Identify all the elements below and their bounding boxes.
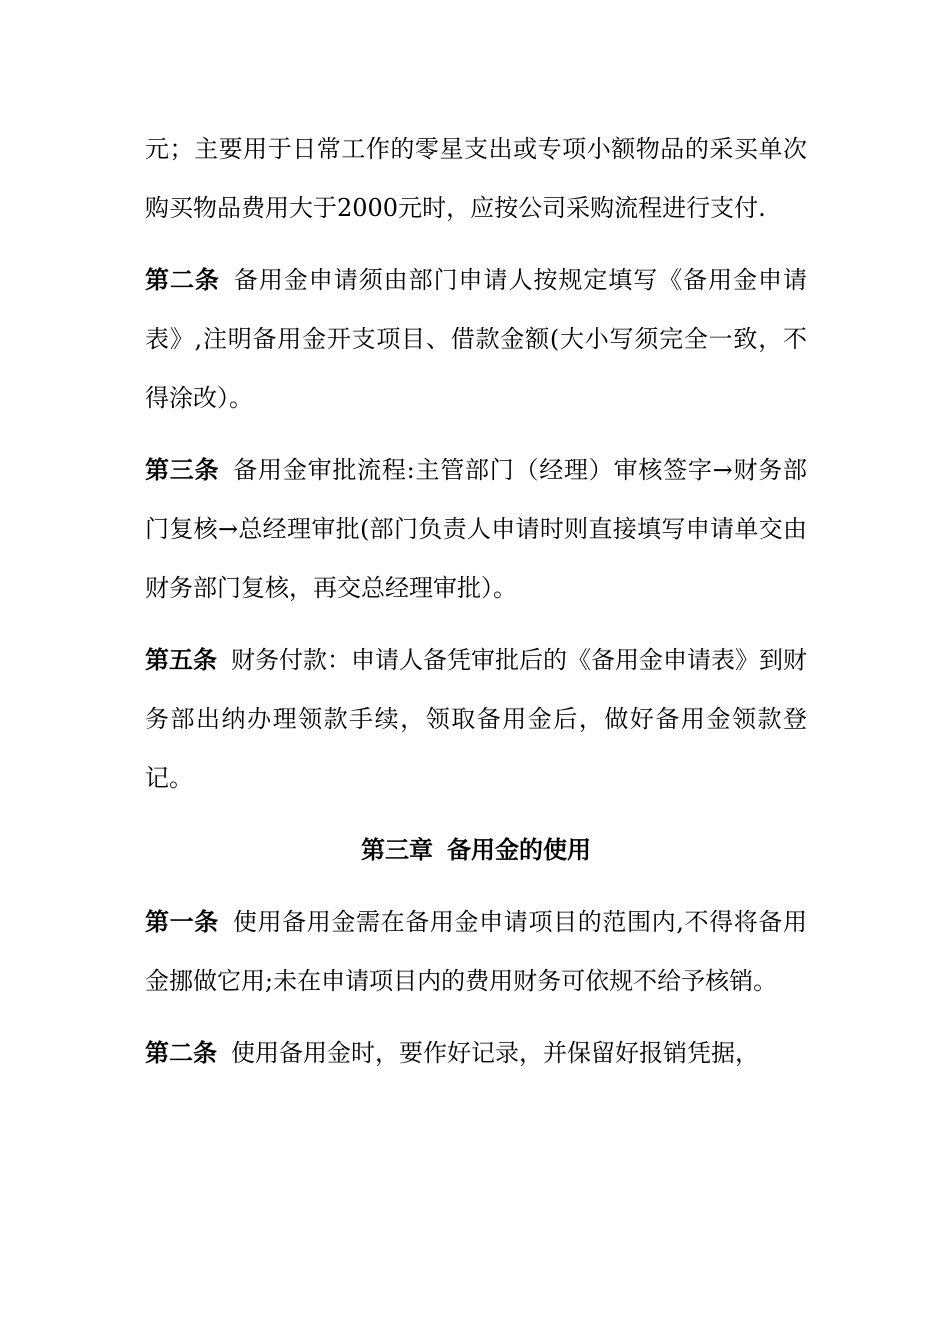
- chapter-heading: [145, 821, 807, 880]
- paragraph-text: 财务付款：申请人备凭审批后的《备用金申请表》到财务部出纳办理领款手续，领取备用金后，做好备用金领款登记。: [145, 646, 807, 792]
- article-label: 第一条: [145, 908, 219, 936]
- paragraph-continuation: [145, 120, 807, 238]
- article-3-approval: [145, 441, 807, 618]
- article-label: 第五条: [145, 646, 217, 674]
- article-1-usage-scope: [145, 893, 807, 1011]
- article-label: 第二条: [145, 266, 220, 294]
- paragraph-text: 使用备用金需在备用金申请项目的范围内,不得将备用金挪做它用;未在申请项目内的费用财务可依规不给予核销。: [145, 908, 807, 995]
- paragraph-text: 备用金审批流程:主管部门（经理）审核签字→财务部门复核→总经理审批(部门负责人申请时则直接填写申请单交由财务部门复核，再交总经理审批）。: [145, 456, 808, 602]
- paragraph-text: 使用备用金时，要作好记录，并保留好报销凭据，: [231, 1039, 759, 1067]
- paragraph-text: 元；主要用于日常工作的零星支出或专项小额物品的采买单次购买物品费用大于2000元时，应按公司采购流程进行支付.: [145, 135, 807, 222]
- document-page: [145, 120, 807, 1096]
- article-label: 第三条: [145, 456, 220, 484]
- article-5-payment: [145, 631, 807, 808]
- paragraph-text: 备用金申请须由部门申请人按规定填写《备用金申请表》,注明备用金开支项目、借款金额(大小写须完全一致，不得涂改）。: [145, 266, 808, 412]
- chapter-number: 第三章: [361, 836, 433, 864]
- article-label: 第二条: [145, 1039, 217, 1067]
- article-2-application: [145, 251, 807, 428]
- article-2-usage-records: [145, 1024, 807, 1083]
- chapter-title: 备用金的使用: [447, 836, 591, 864]
